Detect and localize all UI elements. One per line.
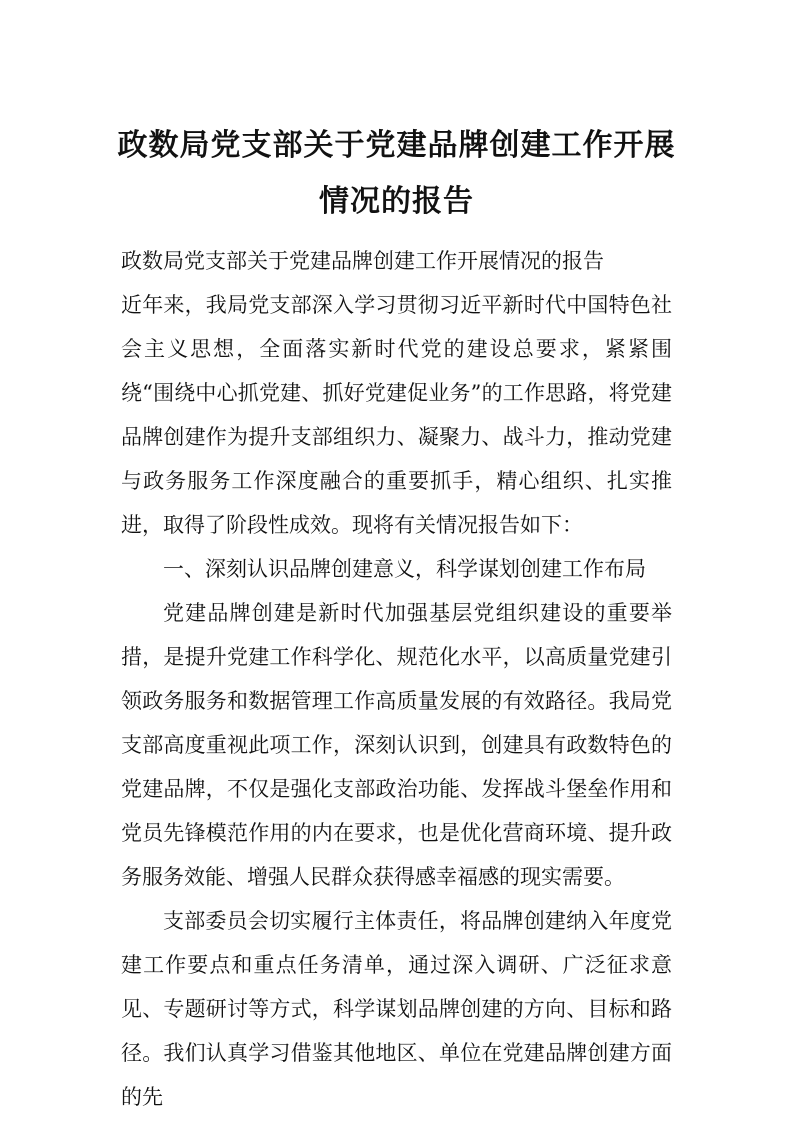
document-title	[100, 118, 693, 230]
title-line-1: 政数局党支部关于党建品牌创建工作开展	[117, 128, 676, 163]
paragraph-intro: 近年来，我局党支部深入学习贯彻习近平新时代中国特色社会主义思想，全面落实新时代党的建设总要求，紧紧围绕“围绕中心抓党建、抓好党建促业务”的工作思路，将党建品牌创建作为提升支部组织力、凝聚力、战斗力，推动党建与政务服务工作深度融合的重要抓手，精心组织、扎实推进，取得了阶段性成效。现将有关情况报告如下：	[121, 293, 672, 537]
paragraph-significance: 党建品牌创建是新时代加强基层党组织建设的重要举措，是提升党建工作科学化、规范化水平，以高质量党建引领政务服务和数据管理工作高质量发展的有效路径。我局党支部高度重视此项工作，深刻认识到，创建具有政数特色的党建品牌，不仅是强化支部政治功能、发挥战斗堡垒作用和党员先锋模范作用的内在要求，也是优化营商环境、提升政务服务效能、增强人民群众获得感幸福感的现实需要。	[121, 601, 672, 889]
document-body	[121, 239, 672, 1119]
paragraph-heading-repeat: 政数局党支部关于党建品牌创建工作开展情况的报告	[121, 249, 604, 273]
section-heading-1: 一、深刻认识品牌创建意义，科学谋划创建工作布局	[163, 557, 646, 581]
paragraph-planning: 支部委员会切实履行主体责任，将品牌创建纳入年度党建工作要点和重点任务清单，通过深入调研、广泛征求意见、专题研讨等方式，科学谋划品牌创建的方向、目标和路径。我们认真学习借鉴其他地区、单位在党建品牌创建方面的先	[121, 909, 672, 1109]
title-line-2: 情况的报告	[319, 184, 474, 219]
